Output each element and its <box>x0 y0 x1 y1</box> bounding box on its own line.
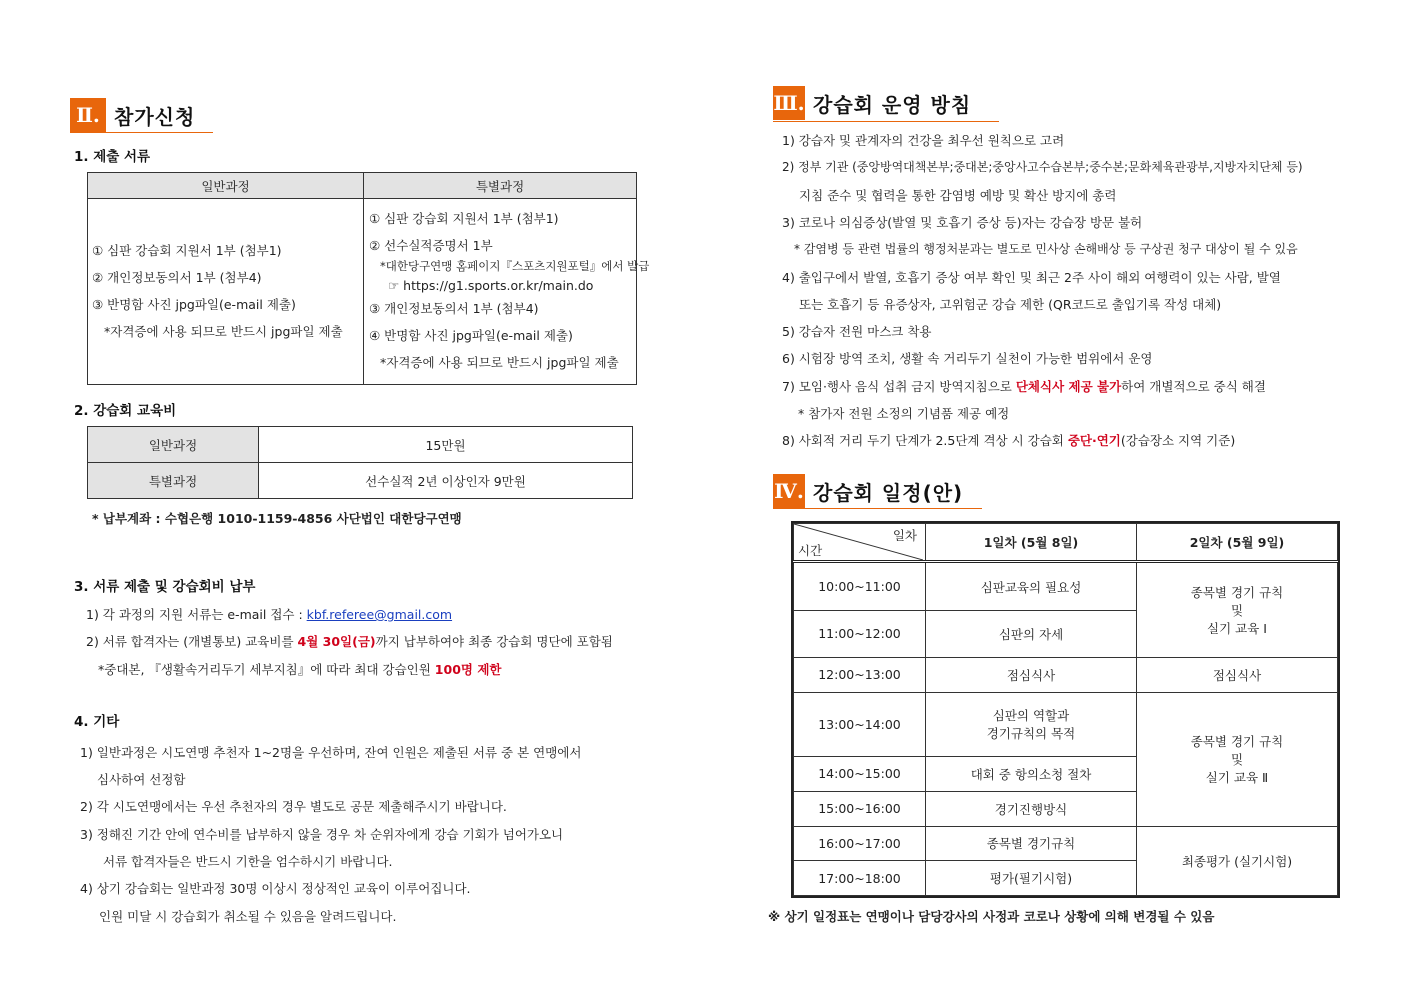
corner-day-label: 일차 <box>892 528 917 543</box>
policy-line-7-text: 하여 개별적으로 중식 해결 <box>1121 379 1266 394</box>
section-3-underline <box>773 121 999 122</box>
email-link[interactable]: kbf.referee@gmail.com <box>306 607 453 622</box>
documents-table <box>87 172 650 385</box>
day1-lunch: 점심식사 <box>926 657 1137 692</box>
day1-session: 평가(필기시험) <box>926 861 1137 896</box>
general-docs-cell <box>88 199 364 385</box>
day2-session-a <box>1137 562 1338 658</box>
day2-session-b-line: 종목별 경기 규칙 <box>1190 734 1284 750</box>
policy-line-7-text: 7) 모임·행사 음식 섭취 금지 방역지침으로 <box>782 379 1016 394</box>
section-4-number: Ⅳ. <box>773 474 805 508</box>
misc-line: 서류 합격자들은 반드시 기한을 엄수하시기 바랍니다. <box>103 854 393 869</box>
corner-time-label: 시간 <box>798 543 823 558</box>
general-doc-item: ① 심판 강습회 지원서 1부 (첨부1) <box>92 243 282 258</box>
policy-line: 4) 출입구에서 발열, 호흡기 증상 여부 확인 및 최근 2주 사이 해외 여행력이 있는 사람, 발열 <box>782 270 1281 285</box>
special-docs-cell <box>364 199 650 385</box>
col-general: 일반과정 <box>88 173 364 199</box>
general-doc-note: *자격증에 사용 되므로 반드시 jpg파일 제출 <box>104 324 343 339</box>
special-doc-item: ① 심판 강습회 지원서 1부 (첨부1) <box>369 211 559 226</box>
policy-note: * 참가자 전원 소정의 기념품 제공 예정 <box>798 406 1010 421</box>
time-cell: 16:00~17:00 <box>794 826 926 861</box>
fee-label: 특별과정 <box>88 463 259 499</box>
fee-table <box>87 426 633 499</box>
day1-session: 심판교육의 필요성 <box>926 562 1137 611</box>
s3-line-3-text: *중대본, 『생활속거리두기 세부지침』에 따라 최대 강습인원 <box>98 662 435 677</box>
policy-line-8-text: (강습장소 지역 기준) <box>1120 433 1236 448</box>
payment-deadline: 4월 30일(금) <box>297 634 376 649</box>
special-doc-note: *자격증에 사용 되므로 반드시 jpg파일 제출 <box>380 355 619 370</box>
time-cell: 12:00~13:00 <box>794 657 926 692</box>
fee-heading: 2. 강습회 교육비 <box>74 403 177 419</box>
s3-line-2-text: 2) 서류 합격자는 (개별통보) 교육비를 <box>86 634 298 649</box>
section-3-header <box>773 86 971 120</box>
policy-line: 5) 강습자 전원 마스크 착용 <box>782 324 932 339</box>
section-2-header <box>70 98 195 132</box>
misc-line: 3) 정해진 기간 안에 연수비를 납부하지 않을 경우 차 순위자에게 강습 기회가 넘어가오니 <box>80 827 564 842</box>
day1-session-line: 심판의 역할과 <box>992 708 1070 724</box>
misc-line: 심사하여 선정함 <box>97 772 186 787</box>
misc-line: 2) 각 시도연맹에서는 우선 추천자의 경우 별도로 공문 제출해주시기 바랍니다. <box>80 799 507 814</box>
day2-session-a-line: 종목별 경기 규칙 <box>1190 584 1284 600</box>
day1-session-line: 경기규칙의 목적 <box>986 726 1076 742</box>
payment-heading: 3. 서류 제출 및 강습회비 납부 <box>74 579 256 595</box>
day2-session-b <box>1137 692 1338 826</box>
time-cell: 11:00~12:00 <box>794 611 926 658</box>
suspend-postpone: 중단·연기 <box>1067 433 1121 448</box>
time-cell: 17:00~18:00 <box>794 861 926 896</box>
special-doc-item: ④ 반명함 사진 jpg파일(e-mail 제출) <box>369 328 573 343</box>
special-doc-item: ② 선수실적증명서 1부 <box>369 238 493 253</box>
section-2-number: Ⅱ. <box>70 98 106 132</box>
general-doc-item: ② 개인정보동의서 1부 (첨부4) <box>92 270 262 285</box>
day1-session: 심판의 자세 <box>926 611 1137 658</box>
day2-final-exam: 최종평가 (실기시험) <box>1137 826 1338 895</box>
schedule-note: ※ 상기 일정표는 연맹이나 담당강사의 사정과 코로나 상황에 의해 변경될 수 있음 <box>768 909 1215 924</box>
misc-line: 인원 미달 시 강습회가 취소될 수 있음을 알려드립니다. <box>99 909 397 924</box>
schedule-table <box>791 521 1340 898</box>
section-4-header <box>773 474 963 508</box>
section-2-title: 참가신청 <box>114 104 196 129</box>
fee-value: 선수실적 2년 이상인자 9만원 <box>259 463 633 499</box>
day2-session-b-line: 및 <box>1230 752 1244 768</box>
s3-line-1 <box>86 605 452 623</box>
policy-line-7 <box>782 377 1266 395</box>
corner-cell <box>794 524 926 562</box>
s3-line-1-text: 1) 각 과정의 지원 서류는 e-mail 접수 : <box>86 607 307 622</box>
capacity-limit: 100명 제한 <box>434 662 502 677</box>
section-4-title: 강습회 일정(안) <box>813 480 964 505</box>
portal-url: ☞ https://g1.sports.or.kr/main.do <box>388 278 594 293</box>
day2-session-b-line: 실기 교육 Ⅱ <box>1205 770 1269 786</box>
s3-line-2 <box>86 632 613 650</box>
time-cell: 10:00~11:00 <box>794 562 926 611</box>
special-doc-item: ③ 개인정보동의서 1부 (첨부4) <box>369 301 539 316</box>
policy-line: 6) 시험장 방역 조치, 생활 속 거리두기 실천이 가능한 범위에서 운영 <box>782 351 1153 366</box>
misc-heading: 4. 기타 <box>74 714 120 730</box>
day2-lunch: 점심식사 <box>1137 657 1338 692</box>
day1-session: 대회 중 항의소청 절차 <box>926 757 1137 792</box>
day1-session: 종목별 경기규칙 <box>926 826 1137 861</box>
time-cell: 15:00~16:00 <box>794 791 926 826</box>
s3-line-3 <box>98 660 501 678</box>
no-group-meal: 단체식사 제공 불가 <box>1015 379 1122 394</box>
policy-line: 3) 코로나 의심증상(발열 및 호흡기 증상 등)자는 강습장 방문 불허 <box>782 215 1143 230</box>
general-doc-item: ③ 반명함 사진 jpg파일(e-mail 제출) <box>92 297 296 312</box>
policy-note: * 감염병 등 관련 법률의 행정처분과는 별도로 민사상 손해배상 등 구상권 청구 대상이 될 수 있음 <box>794 242 1298 256</box>
misc-line: 4) 상기 강습회는 일반과정 30명 이상시 정상적인 교육이 이루어집니다. <box>80 881 471 896</box>
day1-session: 경기진행방식 <box>926 791 1137 826</box>
policy-line: 1) 강습자 및 관계자의 건강을 최우선 원칙으로 고려 <box>782 133 1065 148</box>
submit-docs-heading: 1. 제출 서류 <box>74 149 151 165</box>
special-doc-note: *대한당구연맹 홈페이지『스포츠지원포털』에서 발급 <box>380 259 650 273</box>
policy-line: 지침 준수 및 협력을 통한 감염병 예방 및 확산 방지에 총력 <box>799 188 1117 203</box>
time-cell: 14:00~15:00 <box>794 757 926 792</box>
day1-session <box>926 692 1137 756</box>
day2-session-a-line: 및 <box>1230 602 1244 618</box>
section-3-title: 강습회 운영 방침 <box>813 92 972 117</box>
section-2-underline <box>70 132 213 133</box>
schedule-grid <box>793 523 1338 896</box>
bank-account: * 납부계좌 : 수협은행 1010-1159-4856 사단법인 대한당구연맹 <box>92 511 462 526</box>
s3-line-2-text: 까지 납부하여야 최종 강습회 명단에 포함됨 <box>375 634 613 649</box>
fee-label: 일반과정 <box>88 427 259 463</box>
col-special: 특별과정 <box>364 173 637 199</box>
day2-session-a-line: 실기 교육 Ⅰ <box>1207 620 1267 636</box>
policy-line-8-text: 8) 사회적 거리 두기 단계가 2.5단계 격상 시 강습회 <box>782 433 1068 448</box>
policy-line: 2) 정부 기관 (중앙방역대책본부;중대본;중앙사고수습본부;중수본;문화체육관광부,지방자치단체 등) <box>782 160 1303 174</box>
day1-header: 1일차 (5월 8일) <box>926 524 1137 562</box>
fee-value: 15만원 <box>259 427 633 463</box>
misc-line: 1) 일반과정은 시도연맹 추천자 1~2명을 우선하며, 잔여 인원은 제출된 서류 중 본 연맹에서 <box>80 745 582 760</box>
day2-header: 2일차 (5월 9일) <box>1137 524 1338 562</box>
time-cell: 13:00~14:00 <box>794 692 926 756</box>
section-3-number: Ⅲ. <box>773 86 805 120</box>
policy-line-8 <box>782 431 1235 449</box>
policy-line: 또는 호흡기 등 유증상자, 고위험군 강습 제한 (QR코드로 출입기록 작성 대체) <box>799 297 1222 312</box>
section-4-underline <box>773 508 982 509</box>
